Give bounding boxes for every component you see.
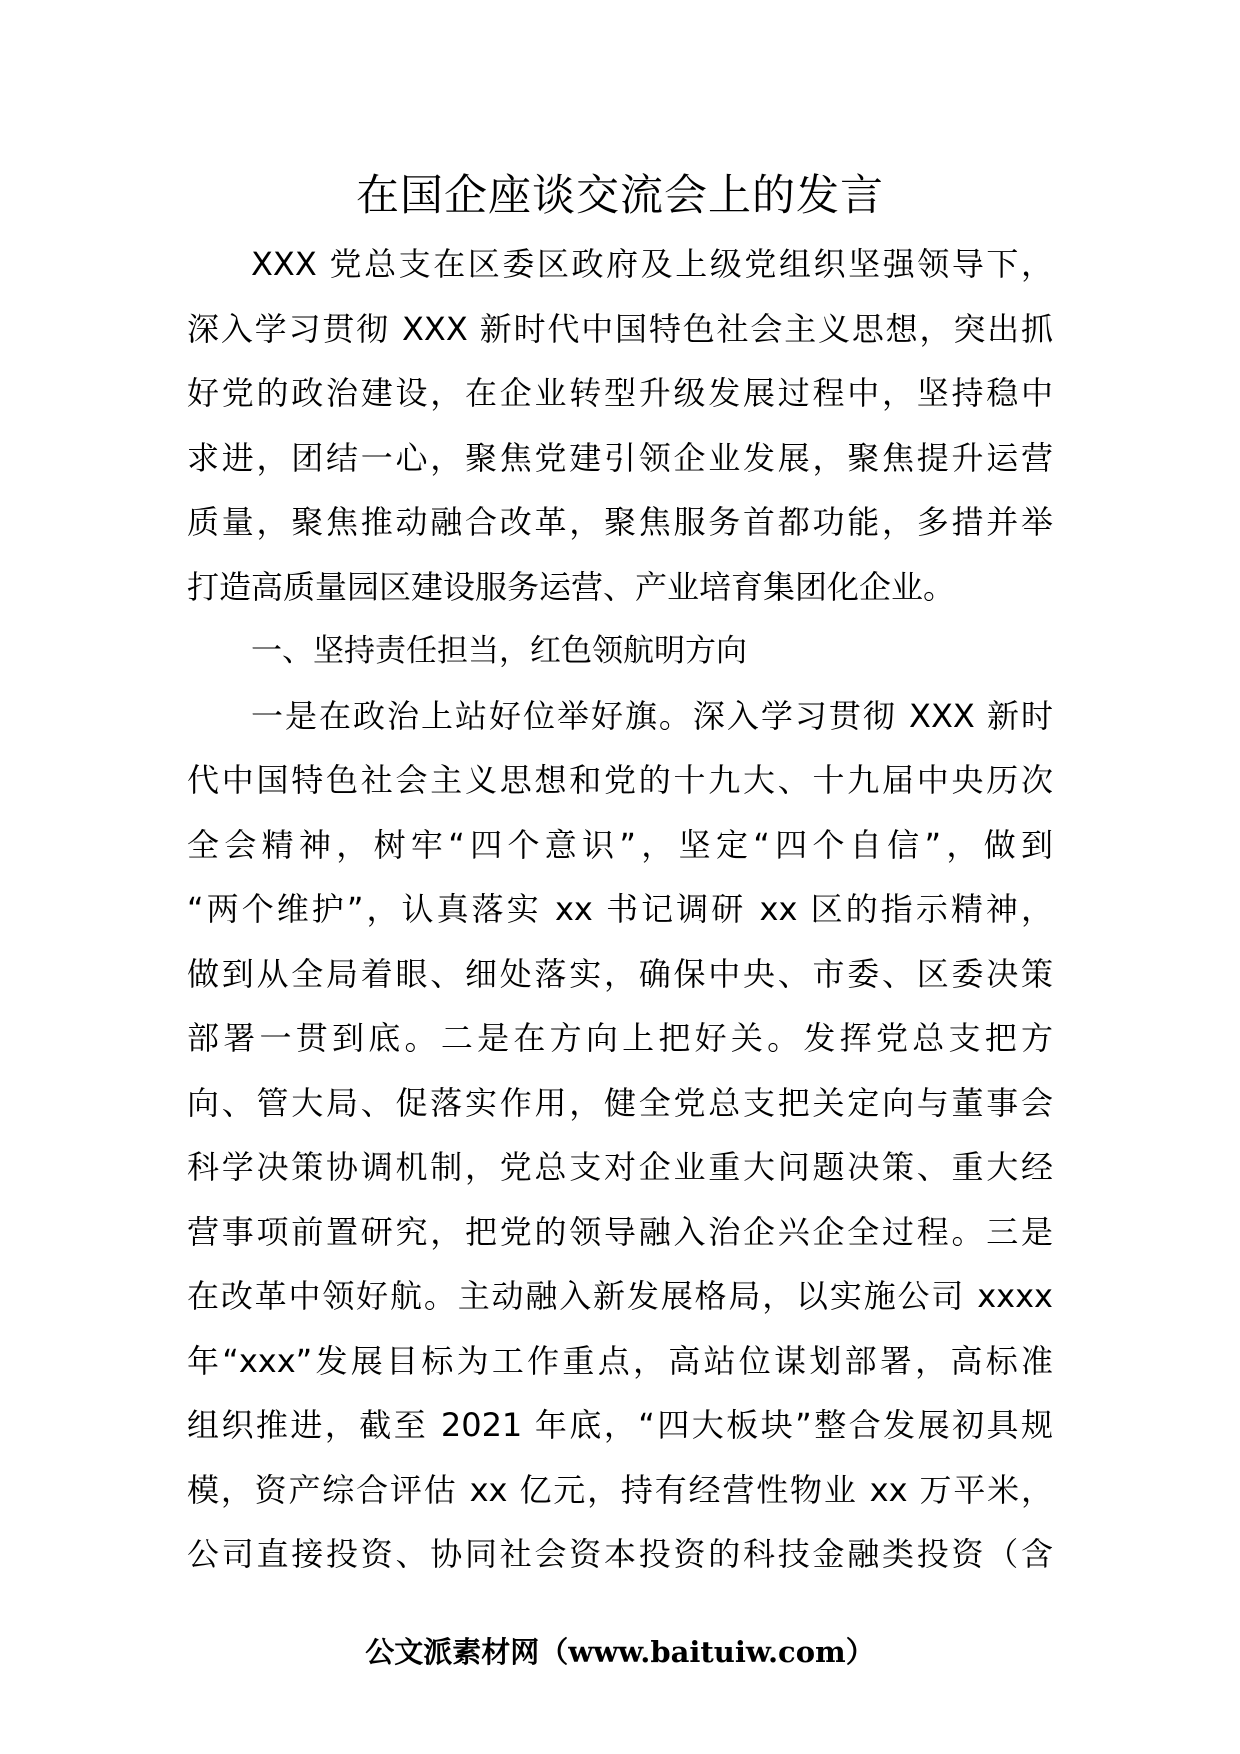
paragraph-line: 科学决策协调机制，党总支对企业重大问题决策、重大经 (187, 1148, 1053, 1186)
paragraph-line: 公司直接投资、协同社会资本投资的科技金融类投资（含 (187, 1535, 1053, 1573)
paragraph-line: 模，资产综合评估 xx 亿元，持有经营性物业 xx 万平米， (187, 1470, 1053, 1509)
paragraph-line: 打造高质量园区建设服务运营、产业培育集团化企业。 (187, 567, 956, 606)
paragraph-line: 做到从全局着眼、细处落实，确保中央、市委、区委决策 (187, 954, 1053, 993)
paragraph-line: “两个维护”，认真落实 xx 书记调研 xx 区的指示精神， (187, 890, 1053, 928)
document-title: 在国企座谈交流会上的发言 (356, 171, 884, 221)
paragraph-line: 营事项前置研究，把党的领导融入治企兴企全过程。三是 (187, 1212, 1053, 1251)
paragraph-line: 求进，团结一心，聚焦党建引领企业发展，聚焦提升运营 (187, 438, 1053, 477)
paragraph-line: 代中国特色社会主义思想和党的十九大、十九届中央历次 (187, 761, 1053, 799)
paragraph-line: 一是在政治上站好位举好旗。深入学习贯彻 XXX 新时 (251, 696, 1053, 735)
paragraph-line: 组织推进，截至 2021 年底，“四大板块”整合发展初具规 (187, 1406, 1053, 1444)
paragraph-line: XXX 党总支在区委区政府及上级党组织坚强领导下， (251, 245, 1053, 283)
paragraph-line: 向、管大局、促落实作用，健全党总支把关定向与董事会 (187, 1083, 1053, 1122)
paragraph-line: 质量，聚焦推动融合改革，聚焦服务首都功能，多措并举 (187, 503, 1053, 541)
paragraph-line: 年“xxx”发展目标为工作重点，高站位谋划部署，高标准 (187, 1341, 1053, 1380)
paragraph-line: 全会精神，树牢“四个意识”，坚定“四个自信”，做到 (187, 825, 1053, 864)
paragraph-line: 在改革中领好航。主动融入新发展格局，以实施公司 xxxx (187, 1277, 1053, 1315)
paragraph-line: 深入学习贯彻 XXX 新时代中国特色社会主义思想，突出抓 (187, 309, 1053, 348)
footer-source-text: 公文派素材网（www.baituiw.com） (365, 1635, 875, 1669)
document-body (187, 232, 1053, 1587)
paragraph-line: 部署一贯到底。二是在方向上把好关。发挥党总支把方 (187, 1019, 1053, 1057)
paragraph-line: 好党的政治建设，在企业转型升级发展过程中，坚持稳中 (187, 374, 1053, 412)
section-heading: 一、坚持责任担当，红色领航明方向 (251, 633, 747, 669)
